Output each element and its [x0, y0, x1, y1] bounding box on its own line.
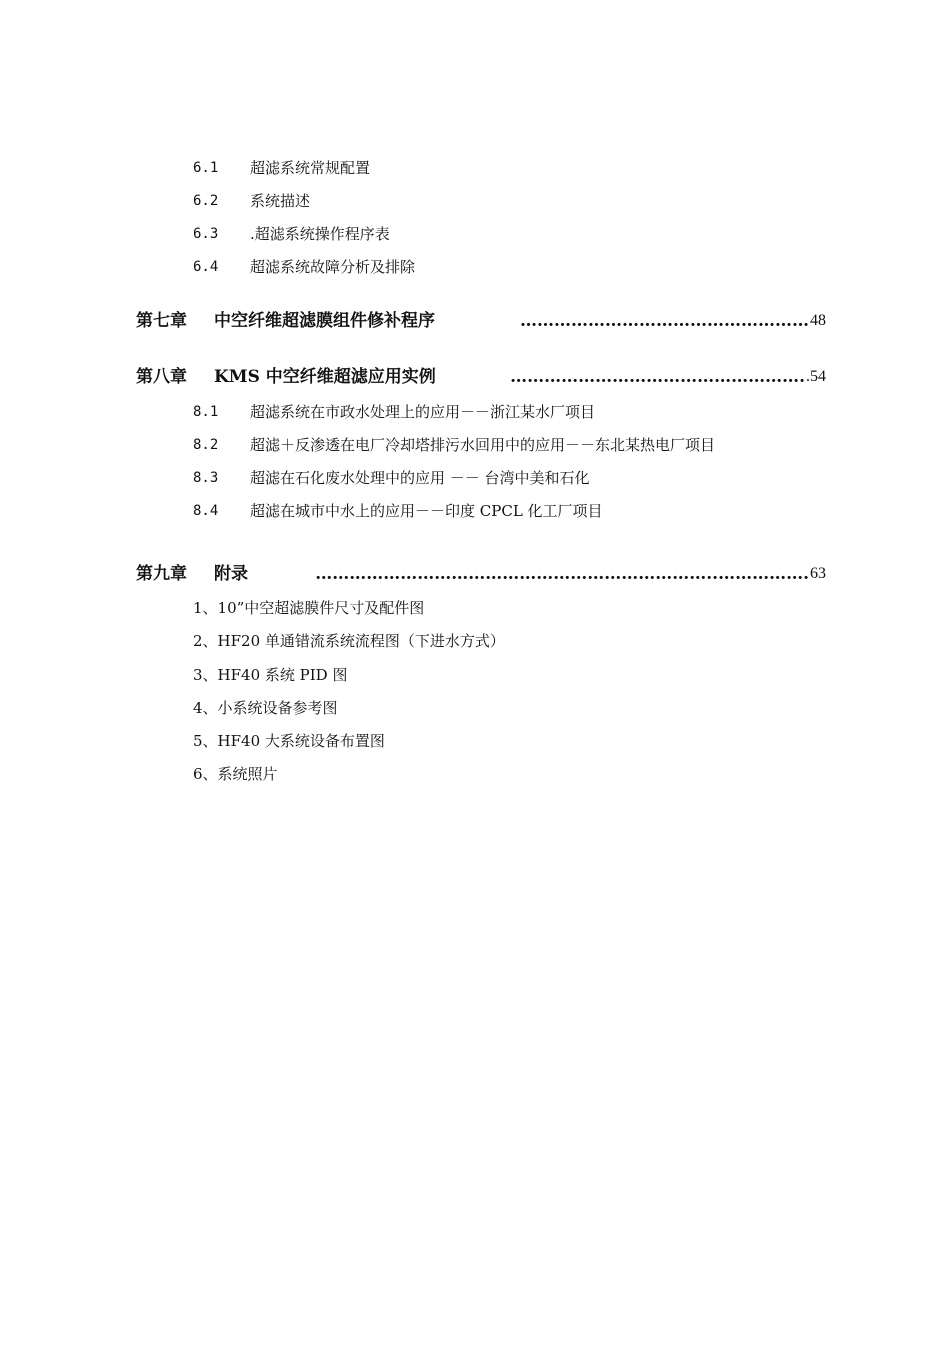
dot-leader: …………………………………………….	[510, 367, 805, 387]
toc-entry-number: 6.4	[193, 259, 219, 275]
toc-entry-number: 8.2	[193, 437, 219, 453]
dot-leader: ……………………………………………………………..…………….	[315, 564, 809, 584]
appendix-item-4[interactable]: 4、小系统设备参考图	[193, 699, 338, 717]
toc-entry-number: 8.4	[193, 503, 219, 519]
chapter-number: 第九章	[136, 564, 187, 584]
appendix-item-1[interactable]: 1、10”中空超滤膜件尺寸及配件图	[193, 599, 425, 617]
toc-entry-title: .超滤系统操作程序表	[250, 225, 390, 243]
toc-entry-number: 8.3	[193, 470, 219, 486]
page-number: 63	[810, 565, 826, 582]
chapter-number: 第八章	[136, 367, 187, 387]
chapter-number: 第七章	[136, 311, 187, 331]
toc-entry-number: 6.3	[193, 226, 219, 242]
toc-entry-number: 8.1	[193, 404, 219, 420]
chapter-title: KMS 中空纤维超滤应用实例	[214, 367, 436, 387]
dot-leader: ……………………………………………	[520, 311, 809, 331]
page-number: 48	[810, 312, 826, 329]
toc-entry-title: 超滤系统常规配置	[250, 159, 371, 177]
toc-chapter-9[interactable]	[136, 560, 826, 588]
page-number: .54	[806, 368, 826, 385]
toc-entry-title: 超滤＋反渗透在电厂冷却塔排污水回用中的应用－－东北某热电厂项目	[250, 436, 716, 454]
chapter-title: 附录	[214, 564, 248, 584]
chapter-title: 中空纤维超滤膜组件修补程序	[214, 311, 435, 331]
appendix-item-3[interactable]: 3、HF40 系统 PID 图	[193, 666, 348, 684]
toc-entry-title: 超滤系统故障分析及排除	[250, 258, 416, 276]
toc-entry-title: 超滤在石化废水处理中的应用 －－ 台湾中美和石化	[250, 469, 590, 487]
appendix-item-5[interactable]: 5、HF40 大系统设备布置图	[193, 732, 385, 750]
toc-entry-title: 系统描述	[250, 192, 311, 210]
toc-chapter-8[interactable]	[136, 363, 826, 391]
toc-chapter-7[interactable]	[136, 307, 826, 335]
appendix-item-6[interactable]: 6、系统照片	[193, 765, 278, 783]
toc-entry-title: 超滤系统在市政水处理上的应用－－浙江某水厂项目	[250, 403, 596, 421]
toc-entry-number: 6.2	[193, 193, 219, 209]
toc-entry-title: 超滤在城市中水上的应用－－印度 CPCL 化工厂项目	[250, 502, 603, 520]
toc-entry-number: 6.1	[193, 160, 219, 176]
appendix-item-2[interactable]: 2、HF20 单通错流系统流程图（下进水方式）	[193, 632, 505, 650]
